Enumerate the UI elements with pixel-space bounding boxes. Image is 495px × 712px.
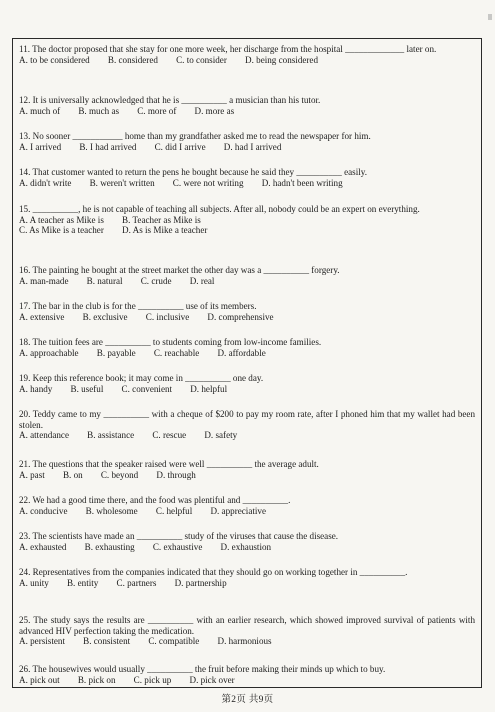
question-options: A. much of B. much as C. more of D. more as (19, 105, 235, 116)
scan-mark (488, 14, 492, 20)
question-stem: 26. The housewives would usually __________ the fruit before making their minds up which to buy. (19, 664, 386, 674)
question-options: A. attendance B. assistance C. rescue D. safety (19, 430, 238, 441)
question-stem: 11. The doctor proposed that she stay for one more week, her discharge from the hospital _____________ later on. (19, 44, 437, 54)
question-21 (19, 459, 475, 480)
question-stem: 25. The study says the results are __________ with an earlier research, which showed improved survival of patients with advanced HIV perfection taking the medication. (19, 615, 475, 636)
question-options: A. unity B. entity C. partners D. partnership (19, 577, 227, 588)
question-19 (19, 373, 475, 394)
question-16 (19, 265, 475, 286)
question-24 (19, 567, 475, 588)
question-stem: 14. That customer wanted to return the pens he bought because he said they __________ easily. (19, 167, 367, 177)
question-options: A. didn't write B. weren't written C. were not writing D. hadn't been writing (19, 177, 343, 188)
question-22 (19, 495, 475, 516)
question-options: A. extensive B. exclusive C. inclusive D. comprehensive (19, 311, 274, 322)
question-options: A. pick out B. pick on C. pick up D. pick over (19, 674, 235, 685)
question-options: C. As Mike is a teacher D. As is Mike a teacher (19, 225, 208, 236)
question-stem: 18. The tuition fees are __________ to students coming from low-income families. (19, 337, 322, 347)
question-18 (19, 337, 475, 358)
question-stem: 15. __________, he is not capable of teaching all subjects. After all, nobody could be an expert on everything. (19, 204, 420, 214)
question-options: A. to be considered B. considered C. to consider D. being considered (19, 54, 319, 65)
question-stem: 17. The bar in the club is for the __________ use of its members. (19, 301, 257, 311)
question-options: A. conducive B. wholesome C. helpful D. appreciative (19, 505, 266, 516)
question-stem: 12. It is universally acknowledged that he is __________ a musician than his tutor. (19, 95, 321, 105)
question-17 (19, 301, 475, 322)
question-26 (19, 664, 475, 685)
question-options: A. A teacher as Mike is B. Teacher as Mike is (19, 214, 201, 225)
question-13 (19, 131, 475, 152)
question-stem: 19. Keep this reference book; it may come in __________ one day. (19, 373, 264, 383)
question-options: A. persistent B. consistent C. compatible D. harmonious (19, 636, 272, 647)
question-14 (19, 167, 475, 188)
question-stem: 16. The painting he bought at the street market the other day was a __________ forgery. (19, 265, 340, 275)
question-options: A. past B. on C. beyond D. through (19, 469, 196, 480)
question-stem: 21. The questions that the speaker raised were well __________ the average adult. (19, 459, 319, 469)
question-12 (19, 95, 475, 116)
question-stem: 20. Teddy came to my __________ with a cheque of $200 to pay my room rate, after I phoned him that my wallet had been stolen. (19, 409, 475, 430)
question-23 (19, 531, 475, 552)
question-options: A. exhausted B. exhausting C. exhaustive D. exhaustion (19, 541, 272, 552)
question-options: A. I arrived B. I had arrived C. did I arrive D. had I arrived (19, 141, 282, 152)
question-11 (19, 44, 475, 65)
question-stem: 22. We had a good time there, and the food was plentiful and __________. (19, 495, 291, 505)
question-options: A. approachable B. payable C. reachable D. affordable (19, 347, 266, 358)
question-stem: 23. The scientists have made an __________ study of the viruses that cause the disease. (19, 531, 339, 541)
question-stem: 13. No sooner ___________ home than my grandfather asked me to read the newspaper for him. (19, 131, 371, 141)
question-25 (19, 615, 475, 647)
question-20 (19, 409, 475, 441)
question-options: A. man-made B. natural C. crude D. real (19, 275, 215, 286)
page-number: 第2页 共9页 (221, 695, 274, 705)
question-15 (19, 204, 475, 236)
question-stem: 24. Representatives from the companies indicated that they should go on working together in __________. (19, 567, 408, 577)
question-options: A. handy B. useful C. convenient D. helpful (19, 383, 228, 394)
